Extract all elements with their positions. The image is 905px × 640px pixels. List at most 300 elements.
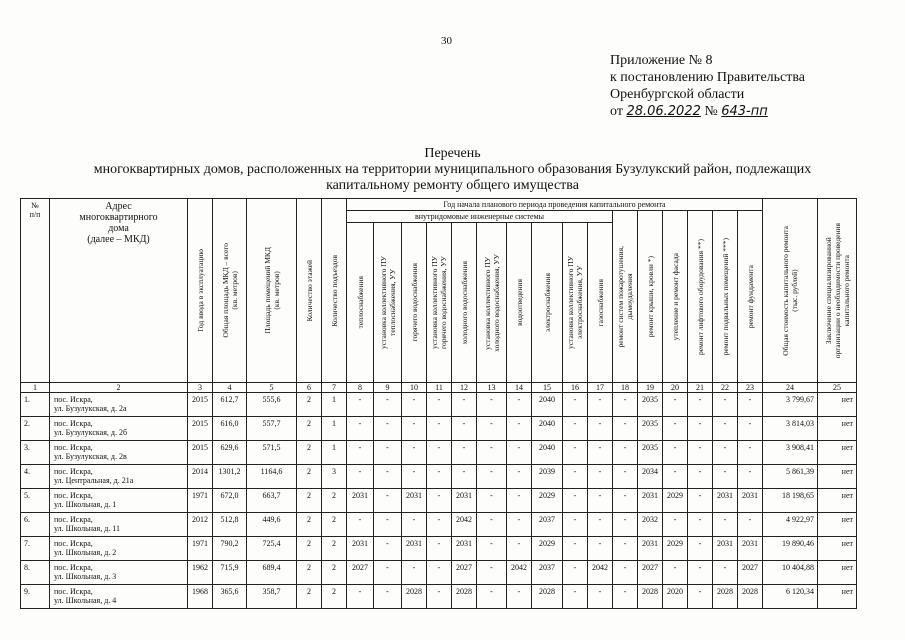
table-row xyxy=(21,465,857,489)
row-cost: 4 922,97 xyxy=(763,513,818,537)
appendix-block xyxy=(610,52,805,120)
row-repair-year: - xyxy=(374,393,402,417)
row-entrances: 1 xyxy=(322,441,347,465)
row-number: 3. xyxy=(21,441,50,465)
row-repair-year: 2027 xyxy=(738,561,763,585)
column-number-cell: 20 xyxy=(663,383,688,393)
row-number: 5. xyxy=(21,489,50,513)
row-year: 1962 xyxy=(188,561,213,585)
row-year: 2014 xyxy=(188,465,213,489)
header-sys-heating-meter: установка коллективного ПУ теплоснабжения, УУ xyxy=(374,223,402,383)
row-repair-year: - xyxy=(347,417,374,441)
row-repair-year: - xyxy=(663,561,688,585)
row-repair-year: 2031 xyxy=(713,489,738,513)
row-cost: 6 120,34 xyxy=(763,585,818,609)
header-cost: Общая стоимость капитального ремонта (тыс. рублей) xyxy=(763,199,818,383)
row-cost: 5 861,39 xyxy=(763,465,818,489)
row-repair-year: - xyxy=(713,465,738,489)
column-number-cell: 8 xyxy=(347,383,374,393)
row-repair-year: - xyxy=(477,489,507,513)
column-number-cell: 4 xyxy=(213,383,247,393)
row-repair-year: - xyxy=(402,441,427,465)
row-repair-year: - xyxy=(374,465,402,489)
column-number-cell: 25 xyxy=(818,383,857,393)
header-sys-hot-water-meter: установка коллективного ПУ горячего водоснабжения, УУ xyxy=(427,223,452,383)
row-address xyxy=(50,561,188,585)
row-repair-year: - xyxy=(347,585,374,609)
row-number: 2. xyxy=(21,417,50,441)
row-repair-year: 2037 xyxy=(532,561,563,585)
row-repair-year: 2029 xyxy=(532,537,563,561)
row-repair-year: - xyxy=(588,513,613,537)
address-line-2: ул. Бузулукская, д. 2в xyxy=(54,452,127,461)
row-total-area: 365,6 xyxy=(213,585,247,609)
column-number-cell: 17 xyxy=(588,383,613,393)
row-repair-year: - xyxy=(663,417,688,441)
row-cost: 10 404,88 xyxy=(763,561,818,585)
row-repair-year: 2031 xyxy=(347,489,374,513)
header-premises-area: Площадь помещений МКД (кв. метров) xyxy=(247,199,297,383)
header-sys-electricity-meter: установка коллективного ПУ электроснабжения, УУ xyxy=(563,223,588,383)
row-repair-year: - xyxy=(427,585,452,609)
header-basement: ремонт подвальных помещений ***) xyxy=(713,211,738,383)
row-repair-year: - xyxy=(347,513,374,537)
address-line-2: ул. Школьная, д. 2 xyxy=(54,548,117,557)
row-repair-year: - xyxy=(477,585,507,609)
row-cost: 19 890,46 xyxy=(763,537,818,561)
header-foundation: ремонт фундамента xyxy=(738,211,763,383)
row-conclusion: нет xyxy=(818,513,857,537)
row-repair-year: - xyxy=(402,465,427,489)
row-address xyxy=(50,489,188,513)
row-repair-year: - xyxy=(452,417,477,441)
row-repair-year: 2040 xyxy=(532,441,563,465)
row-repair-year: 2042 xyxy=(452,513,477,537)
row-repair-year: - xyxy=(374,537,402,561)
row-repair-year: 2031 xyxy=(738,537,763,561)
row-repair-year: - xyxy=(613,393,638,417)
address-line-1: пос. Искра, xyxy=(54,539,93,548)
row-repair-year: - xyxy=(563,561,588,585)
address-line-1: пос. Искра, xyxy=(54,419,93,428)
column-number-cell: 1 xyxy=(21,383,50,393)
column-number-cell: 21 xyxy=(688,383,713,393)
row-repair-year: - xyxy=(374,561,402,585)
row-repair-year: - xyxy=(713,417,738,441)
row-repair-year: - xyxy=(688,441,713,465)
row-repair-year: - xyxy=(563,585,588,609)
row-repair-year: - xyxy=(738,513,763,537)
row-repair-year: 2042 xyxy=(507,561,532,585)
address-line-2: ул. Школьная, д. 4 xyxy=(54,596,117,605)
column-number-cell: 10 xyxy=(402,383,427,393)
row-floors: 2 xyxy=(297,561,322,585)
row-cost: 3 814,03 xyxy=(763,417,818,441)
row-repair-year: - xyxy=(663,393,688,417)
row-repair-year: 2035 xyxy=(638,417,663,441)
row-conclusion: нет xyxy=(818,537,857,561)
page-number: 30 xyxy=(441,35,452,47)
row-total-area: 616,0 xyxy=(213,417,247,441)
row-repair-year: - xyxy=(688,585,713,609)
row-repair-year: 2027 xyxy=(452,561,477,585)
row-total-area: 612,7 xyxy=(213,393,247,417)
column-number-cell: 12 xyxy=(452,383,477,393)
row-repair-year: 2034 xyxy=(638,465,663,489)
row-repair-year: - xyxy=(347,465,374,489)
appendix-date: 28.06.2022 xyxy=(626,104,701,119)
row-repair-year: 2031 xyxy=(402,537,427,561)
row-repair-year: - xyxy=(688,537,713,561)
title-line-2: многоквартирных домов, расположенных на территории муниципального образования Бузулукский район, подлежащих xyxy=(93,162,812,177)
header-roof: ремонт крыши, кровли *) xyxy=(638,211,663,383)
row-entrances: 2 xyxy=(322,513,347,537)
header-fire: ремонт систем пожаротушения, дымоудаления xyxy=(613,211,638,383)
row-repair-year: - xyxy=(688,417,713,441)
row-number: 6. xyxy=(21,513,50,537)
row-repair-year: - xyxy=(738,441,763,465)
row-conclusion: нет xyxy=(818,393,857,417)
row-address xyxy=(50,585,188,609)
row-repair-year: - xyxy=(402,417,427,441)
row-repair-year: 2035 xyxy=(638,441,663,465)
address-line-1: пос. Искра, xyxy=(54,491,93,500)
appendix-num-sign: № xyxy=(704,104,718,119)
row-floors: 2 xyxy=(297,537,322,561)
address-line-1: пос. Искра, xyxy=(54,467,93,476)
row-cost: 3 799,67 xyxy=(763,393,818,417)
appendix-number: 643-пп xyxy=(721,104,768,119)
column-number-cell: 3 xyxy=(188,383,213,393)
row-repair-year: - xyxy=(507,489,532,513)
row-repair-year: 2027 xyxy=(638,561,663,585)
row-entrances: 2 xyxy=(322,537,347,561)
row-repair-year: - xyxy=(588,393,613,417)
row-repair-year: 2031 xyxy=(452,489,477,513)
row-repair-year: 2040 xyxy=(532,417,563,441)
row-repair-year: - xyxy=(563,513,588,537)
row-repair-year: - xyxy=(663,513,688,537)
row-floors: 2 xyxy=(297,585,322,609)
row-address xyxy=(50,513,188,537)
row-entrances: 1 xyxy=(322,417,347,441)
row-number: 8. xyxy=(21,561,50,585)
header-total-area: Общая площадь МКД – всего (кв. метров) xyxy=(213,199,247,383)
row-repair-year: 2039 xyxy=(532,465,563,489)
row-repair-year: 2031 xyxy=(347,537,374,561)
table-row xyxy=(21,513,857,537)
header-year: Год ввода в эксплуатацию xyxy=(188,199,213,383)
appendix-line-1: Приложение № 8 xyxy=(610,53,713,68)
header-floors: Количество этажей xyxy=(297,199,322,383)
header-elevator: ремонт лифтового оборудования **) xyxy=(688,211,713,383)
row-floors: 2 xyxy=(297,465,322,489)
row-number: 9. xyxy=(21,585,50,609)
column-number-cell: 5 xyxy=(247,383,297,393)
column-number-cell: 22 xyxy=(713,383,738,393)
row-repair-year: - xyxy=(427,465,452,489)
row-repair-year: - xyxy=(402,513,427,537)
row-conclusion: нет xyxy=(818,561,857,585)
mkd-register-table xyxy=(20,198,857,609)
column-number-row xyxy=(21,383,857,393)
table-row xyxy=(21,585,857,609)
address-line-2: ул. Центральная, д. 21а xyxy=(54,476,134,485)
row-repair-year: - xyxy=(563,393,588,417)
row-year: 2015 xyxy=(188,393,213,417)
row-repair-year: - xyxy=(427,441,452,465)
row-repair-year: 2028 xyxy=(638,585,663,609)
row-repair-year: - xyxy=(713,441,738,465)
row-repair-year: 2037 xyxy=(532,513,563,537)
address-line-1: пос. Искра, xyxy=(54,563,93,572)
row-repair-year: - xyxy=(427,513,452,537)
row-repair-year: - xyxy=(477,441,507,465)
address-line-1: пос. Искра, xyxy=(54,587,93,596)
row-repair-year: - xyxy=(563,465,588,489)
row-repair-year: - xyxy=(613,441,638,465)
column-number-cell: 15 xyxy=(532,383,563,393)
header-sys-cold-water-meter: установка коллективного ПУ холодного водоснабжения, УУ xyxy=(477,223,507,383)
row-repair-year: 2031 xyxy=(638,489,663,513)
row-repair-year: - xyxy=(402,561,427,585)
row-repair-year: - xyxy=(374,585,402,609)
row-repair-year: - xyxy=(347,393,374,417)
row-repair-year: - xyxy=(477,537,507,561)
row-address xyxy=(50,465,188,489)
row-floors: 2 xyxy=(297,441,322,465)
row-conclusion: нет xyxy=(818,441,857,465)
row-repair-year: - xyxy=(588,465,613,489)
row-conclusion: нет xyxy=(818,417,857,441)
row-repair-year: - xyxy=(427,393,452,417)
address-line-2: ул. Школьная, д. 11 xyxy=(54,524,121,533)
row-address xyxy=(50,441,188,465)
header-start-period: Год начала планового периода проведения капитального ремонта xyxy=(347,199,763,211)
row-repair-year: - xyxy=(713,513,738,537)
row-repair-year: - xyxy=(507,465,532,489)
row-repair-year: - xyxy=(477,393,507,417)
row-repair-year: - xyxy=(507,585,532,609)
row-repair-year: 2029 xyxy=(663,537,688,561)
row-premises-area: 555,6 xyxy=(247,393,297,417)
row-repair-year: 2031 xyxy=(452,537,477,561)
row-premises-area: 358,7 xyxy=(247,585,297,609)
row-repair-year: 2032 xyxy=(638,513,663,537)
row-address xyxy=(50,537,188,561)
column-number-cell: 14 xyxy=(507,383,532,393)
row-conclusion: нет xyxy=(818,489,857,513)
appendix-from: от xyxy=(610,104,623,119)
row-conclusion: нет xyxy=(818,585,857,609)
address-line-1: пос. Искра, xyxy=(54,443,93,452)
row-repair-year: - xyxy=(738,393,763,417)
row-repair-year: 2020 xyxy=(663,585,688,609)
row-repair-year: 2031 xyxy=(713,537,738,561)
table-row xyxy=(21,441,857,465)
row-repair-year: - xyxy=(477,513,507,537)
header-sys-heating: теплоснабжения xyxy=(347,223,374,383)
appendix-date-line xyxy=(610,103,805,120)
row-cost: 18 198,65 xyxy=(763,489,818,513)
row-repair-year: 2040 xyxy=(532,393,563,417)
row-repair-year: - xyxy=(507,513,532,537)
column-number-cell: 23 xyxy=(738,383,763,393)
row-total-area: 512,8 xyxy=(213,513,247,537)
row-year: 1968 xyxy=(188,585,213,609)
row-repair-year: 2028 xyxy=(532,585,563,609)
row-repair-year: - xyxy=(613,513,638,537)
appendix-line-3: Оренбургской области xyxy=(610,87,745,102)
row-repair-year: 2027 xyxy=(347,561,374,585)
row-floors: 2 xyxy=(297,489,322,513)
row-year: 1971 xyxy=(188,489,213,513)
row-cost: 3 908,41 xyxy=(763,441,818,465)
row-repair-year: - xyxy=(477,561,507,585)
column-number-cell: 6 xyxy=(297,383,322,393)
table-row xyxy=(21,561,857,585)
row-floors: 2 xyxy=(297,417,322,441)
header-facade: утепление и ремонт фасада xyxy=(663,211,688,383)
row-repair-year: - xyxy=(613,537,638,561)
row-repair-year: 2028 xyxy=(713,585,738,609)
header-conclusion: Заключение специализированной организации о необходимости проведения капитального ремонта xyxy=(818,199,857,383)
column-number-cell: 18 xyxy=(613,383,638,393)
row-repair-year: - xyxy=(563,417,588,441)
row-repair-year: - xyxy=(507,441,532,465)
row-premises-area: 449,6 xyxy=(247,513,297,537)
row-floors: 2 xyxy=(297,393,322,417)
row-repair-year: - xyxy=(507,537,532,561)
row-address xyxy=(50,417,188,441)
row-entrances: 3 xyxy=(322,465,347,489)
row-entrances: 2 xyxy=(322,585,347,609)
row-premises-area: 663,7 xyxy=(247,489,297,513)
address-line-2: ул. Школьная, д. 3 xyxy=(54,572,117,581)
row-repair-year: - xyxy=(427,489,452,513)
row-repair-year: - xyxy=(688,513,713,537)
column-number-cell: 11 xyxy=(427,383,452,393)
row-repair-year: 2029 xyxy=(663,489,688,513)
row-repair-year: - xyxy=(374,417,402,441)
column-number-cell: 16 xyxy=(563,383,588,393)
row-repair-year: - xyxy=(452,441,477,465)
row-repair-year: 2029 xyxy=(532,489,563,513)
row-repair-year: - xyxy=(347,441,374,465)
row-repair-year: - xyxy=(563,537,588,561)
header-sys-electricity: электроснабжения xyxy=(532,223,563,383)
row-repair-year: - xyxy=(374,489,402,513)
row-repair-year: - xyxy=(452,465,477,489)
row-total-area: 1301,2 xyxy=(213,465,247,489)
row-repair-year: - xyxy=(588,441,613,465)
header-sys-sewerage: водоотведения xyxy=(507,223,532,383)
header-entrances: Количество подъездов xyxy=(322,199,347,383)
header-nn: № п/п xyxy=(21,199,50,383)
row-repair-year: - xyxy=(713,561,738,585)
row-repair-year: - xyxy=(738,417,763,441)
column-number-cell: 7 xyxy=(322,383,347,393)
row-repair-year: - xyxy=(688,561,713,585)
row-repair-year: - xyxy=(688,489,713,513)
row-repair-year: - xyxy=(507,417,532,441)
row-repair-year: - xyxy=(563,441,588,465)
row-repair-year: - xyxy=(613,465,638,489)
row-repair-year: - xyxy=(613,561,638,585)
row-repair-year: - xyxy=(507,393,532,417)
row-number: 7. xyxy=(21,537,50,561)
title-line-1: Перечень xyxy=(424,146,481,161)
row-repair-year: - xyxy=(663,441,688,465)
row-repair-year: - xyxy=(588,489,613,513)
row-repair-year: - xyxy=(713,393,738,417)
row-repair-year: 2031 xyxy=(402,489,427,513)
row-floors: 2 xyxy=(297,513,322,537)
row-year: 2015 xyxy=(188,441,213,465)
column-number-cell: 19 xyxy=(638,383,663,393)
address-line-1: пос. Искра, xyxy=(54,515,93,524)
row-premises-area: 725,4 xyxy=(247,537,297,561)
row-repair-year: 2028 xyxy=(402,585,427,609)
header-address: Адрес многоквартирного дома (далее – МКД) xyxy=(50,199,188,383)
row-number: 4. xyxy=(21,465,50,489)
row-total-area: 715,9 xyxy=(213,561,247,585)
row-repair-year: - xyxy=(427,537,452,561)
table-row xyxy=(21,537,857,561)
row-entrances: 2 xyxy=(322,489,347,513)
row-year: 2015 xyxy=(188,417,213,441)
row-repair-year: - xyxy=(613,417,638,441)
address-line-2: ул. Бузулукская, д. 2а xyxy=(54,404,127,413)
row-repair-year: - xyxy=(374,513,402,537)
column-number-cell: 13 xyxy=(477,383,507,393)
row-repair-year: - xyxy=(738,465,763,489)
row-repair-year: 2031 xyxy=(638,537,663,561)
row-repair-year: - xyxy=(588,537,613,561)
appendix-line-2: к постановлению Правительства xyxy=(610,70,806,85)
address-line-2: ул. Бузулукская, д. 2б xyxy=(54,428,128,437)
row-entrances: 1 xyxy=(322,393,347,417)
row-total-area: 790,2 xyxy=(213,537,247,561)
header-sys-gas: газоснабжения xyxy=(588,223,613,383)
row-repair-year: 2035 xyxy=(638,393,663,417)
row-conclusion: нет xyxy=(818,465,857,489)
row-repair-year: 2031 xyxy=(738,489,763,513)
row-total-area: 672,0 xyxy=(213,489,247,513)
column-number-cell: 2 xyxy=(50,383,188,393)
row-repair-year: - xyxy=(663,465,688,489)
table-row xyxy=(21,393,857,417)
row-repair-year: 2028 xyxy=(738,585,763,609)
row-repair-year: - xyxy=(374,441,402,465)
header-engineering-systems: внутридомовые инженерные системы xyxy=(347,211,613,223)
title-line-3: капитальному ремонту общего имущества xyxy=(326,178,579,193)
table-body xyxy=(21,393,857,609)
address-line-2: ул. Школьная, д. 1 xyxy=(54,500,117,509)
row-premises-area: 557,7 xyxy=(247,417,297,441)
row-entrances: 2 xyxy=(322,561,347,585)
row-repair-year: - xyxy=(588,417,613,441)
address-line-1: пос. Искра, xyxy=(54,395,93,404)
row-repair-year: - xyxy=(427,561,452,585)
row-year: 1971 xyxy=(188,537,213,561)
row-premises-area: 1164,6 xyxy=(247,465,297,489)
row-repair-year: - xyxy=(477,417,507,441)
column-number-cell: 24 xyxy=(763,383,818,393)
header-sys-hot-water: горячего водоснабжения xyxy=(402,223,427,383)
row-repair-year: - xyxy=(402,393,427,417)
row-repair-year: - xyxy=(477,465,507,489)
